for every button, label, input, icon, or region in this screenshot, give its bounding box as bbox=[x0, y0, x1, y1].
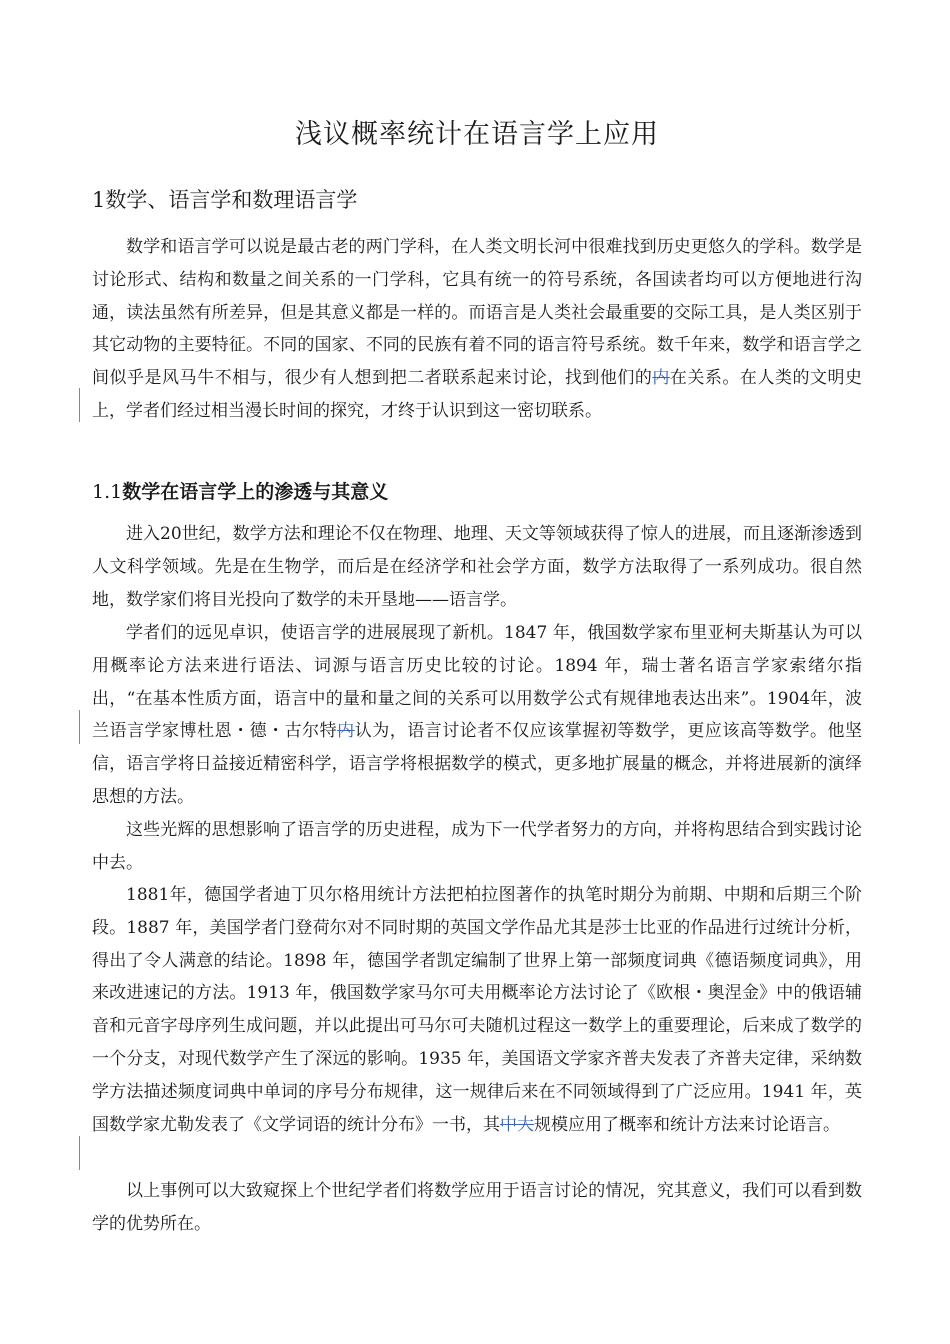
paragraph-6: 以上事例可以大致窥探上个世纪学者们将数学应用于语言讨论的情况，究其意义，我们可以看到数学的优势所在。 bbox=[92, 1181, 862, 1234]
paragraph-text: 认为，语言讨论者不仅应该掌握初等数学，更应该高等数学。他坚信，语言学将日益接近精密科学，语言学将根据数学的模式，更多地扩展量的概念，并将进展新的演绎思想的方法。 bbox=[92, 721, 863, 807]
paragraph-5 bbox=[92, 879, 862, 1141]
paragraph-text: 学者们的远见卓识，使语言学的进展展现了新机。1847 年，俄国数学家布里亚柯夫斯基认为可以用概率论方法来进行语法、词源与语言历史比较的讨论。1894 年，瑞士著名语言学家索绪尔指出，“在基本性质方面，语言中的量和量之间的关系可以用数学公式有规律地表达出来”。1904年，波兰语言学家博杜恩・德・古尔特 bbox=[92, 623, 862, 742]
change-bar bbox=[79, 710, 80, 744]
paragraph-2: 进入20世纪，数学方法和理论不仅在物理、地理、天文等领域获得了惊人的进展，而且逐渐渗透到人文科学领域。先是在生物学，而后是在经济学和社会学方面，数学方法取得了一系列成功。很自然地，数学家们将目光投向了数学的未开垦地——语言学。 bbox=[92, 524, 862, 610]
paragraph-3 bbox=[92, 617, 862, 814]
tracked-deletion[interactable]: 内 bbox=[337, 721, 355, 742]
section-heading-1-1 bbox=[92, 477, 388, 504]
paragraph-text: 规模应用了概率和统计方法来讨论语言。 bbox=[534, 1114, 840, 1135]
paragraph-text: 1881年，德国学者迪丁贝尔格用统计方法把柏拉图著作的执笔时期分为前期、中期和后期三个阶段。1887 年，美国学者门登荷尔对不同时期的英国文学作品尤其是莎士比亚的作品进行过统计分析，得出了令人满意的结论。1898 年，德国学者凯定编制了世界上第一部频度词典《德语频度词典》，用来改进速记的方法。1913 年，俄国数学家马尔可夫用概率论方法讨论了《欧根・奥涅金》中的俄语辅音和元音字母序列生成问题，并以此提出可马尔可夫随机过程这一数学上的重要理论，后来成了数学的一个分支，对现代数学产生了深远的影响。1935 年，美国语文学家齐普夫发表了齐普夫定律，采纳数学方法描述频度词典中单词的序号分布规律，这一规律后来在不同领域得到了广泛应用。1941 年，英国数学家尤勒发表了《文学词语的统计分布》一书，其 bbox=[92, 885, 862, 1135]
paragraph-text: 数学和语言学可以说是最古老的两门学科，在人类文明长河中很难找到历史更悠久的学科。数学是讨论形式、结构和数量之间关系的一门学科，它具有统一的符号系统，各国读者均可以方便地进行沟通，读法虽然有所差异，但是其意义都是一样的。而语言是人类社会最重要的交际工具，是人类区别于其它动物的主要特征。不同的国家、不同的民族有着不同的语言符号系统。数千年来，数学和语言学之间似乎是风马牛不相与，很少有人想到把二者联系起来讨论，找到他们的 bbox=[92, 237, 862, 389]
change-bar bbox=[79, 1136, 80, 1170]
tracked-deletion[interactable]: 内 bbox=[652, 368, 670, 389]
section-heading-1: 1数学、语言学和数理语言学 bbox=[92, 188, 358, 212]
paragraph-text: 在关系。在人类的文明史上，学者们经过相当漫长时间的探究，才终于认识到这一密切联系。 bbox=[92, 368, 863, 421]
change-bar bbox=[79, 388, 80, 422]
section-title: 数学在语言学上的渗透与其意义 bbox=[122, 481, 389, 503]
paragraph-4: 这些光辉的思想影响了语言学的历史进程，成为下一代学者努力的方向，并将构思结合到实践讨论中去。 bbox=[92, 820, 862, 873]
document-title: 浅议概率统计在语言学上应用 bbox=[295, 119, 659, 150]
paragraph-1 bbox=[92, 231, 862, 428]
tracked-deletion[interactable]: 中大 bbox=[500, 1114, 534, 1135]
section-number: 1.1 bbox=[92, 481, 123, 503]
